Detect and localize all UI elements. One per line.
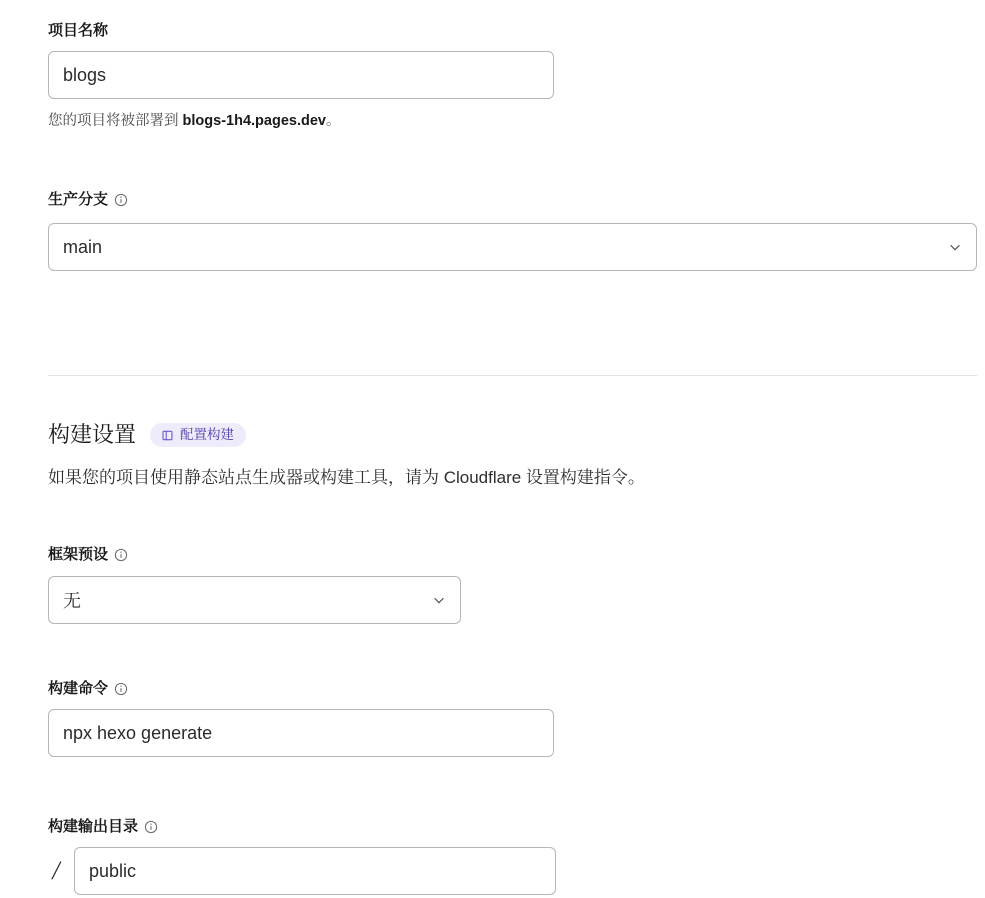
configure-build-badge-label: 配置构建 — [180, 427, 235, 442]
info-circle-icon[interactable] — [114, 682, 128, 696]
info-circle-icon[interactable] — [114, 193, 128, 207]
chevron-down-icon[interactable] — [432, 593, 446, 607]
build-command-value: npx hexo generate — [63, 722, 213, 743]
path-prefix-slash: / — [52, 856, 60, 885]
framework-preset-label — [48, 545, 128, 565]
project-name-label-text: 项目名称 — [48, 22, 109, 39]
build-command-input[interactable] — [48, 709, 554, 757]
build-settings-title: 构建设置 — [48, 422, 137, 447]
production-branch-label-text: 生产分支 — [48, 191, 109, 208]
build-output-directory-label — [48, 817, 158, 837]
build-output-directory-label-text: 构建输出目录 — [48, 818, 139, 835]
framework-preset-select[interactable] — [48, 576, 461, 624]
framework-preset-value: 无 — [63, 591, 81, 611]
project-name-label — [48, 21, 108, 41]
project-name-input[interactable] — [48, 51, 554, 99]
build-command-label-text: 构建命令 — [48, 680, 109, 697]
book-icon — [160, 428, 174, 442]
production-branch-select[interactable] — [48, 223, 977, 271]
helper-prefix: 您的项目将被部署到 — [48, 113, 183, 129]
production-branch-label — [48, 190, 128, 210]
framework-preset-label-text: 框架预设 — [48, 546, 109, 563]
project-name-value: blogs — [63, 64, 107, 85]
build-output-directory-row — [48, 847, 556, 895]
info-circle-icon[interactable] — [144, 820, 158, 834]
configure-build-badge[interactable] — [150, 423, 246, 447]
build-output-directory-value: public — [89, 860, 137, 881]
chevron-down-icon[interactable] — [948, 240, 962, 254]
project-name-helper-text — [48, 111, 340, 131]
build-settings-description: 如果您的项目使用静态站点生成器或构建工具，请为 Cloudflare 设置构建指令。 — [48, 468, 645, 487]
build-settings-heading — [48, 420, 246, 450]
section-divider — [48, 375, 977, 376]
helper-domain: blogs-1h4.pages.dev — [182, 113, 326, 129]
helper-suffix: 。 — [325, 113, 341, 129]
build-output-directory-input[interactable] — [74, 847, 556, 895]
info-circle-icon[interactable] — [114, 548, 128, 562]
build-command-label — [48, 679, 128, 699]
production-branch-value: main — [63, 236, 103, 257]
